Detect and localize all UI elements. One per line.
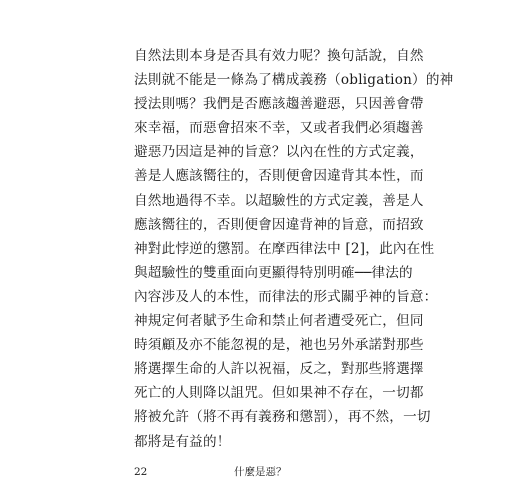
page-number: 22 (134, 466, 148, 478)
text-line: 法則就不能是一條為了構成義務（obligation）的神 (134, 72, 454, 89)
text-line: 與超驗性的雙重面向更顯得特別明確──律法的 (134, 264, 413, 281)
text-line: 神對此悖逆的懲罰。在摩西律法中 [2]，此內在性 (134, 240, 435, 257)
text-line: 自然法則本身是否具有效力呢？換句話說，自然 (134, 48, 424, 64)
text-line: 避惡乃因這是神的旨意？以內在性的方式定義， (134, 144, 424, 161)
text-line: 應該嚮往的，否則便會因違背神的旨意，而招致 (134, 216, 424, 233)
page-footer (134, 464, 386, 480)
text-line: 授法則嗎？我們是否應該趨善避惡，只因善會帶 (134, 96, 424, 113)
text-line: 時須顧及亦不能忽視的是，祂也另外承諾對那些 (134, 337, 424, 354)
text-line: 死亡的人則降以詛咒。但如果神不存在，一切都 (134, 385, 424, 402)
text-line: 內容涉及人的本性，而律法的形式關乎神的旨意： (134, 288, 438, 305)
text-line: 自然地過得不幸。以超驗性的方式定義，善是人 (134, 192, 424, 209)
text-line: 將被允許（將不再有義務和懲罰），再不然，一切 (134, 409, 431, 426)
text-line: 來幸福，而惡會招來不幸，又或者我們必須趨善 (134, 120, 424, 137)
text-line: 神規定何者賦予生命和禁止何者遭受死亡，但同 (134, 313, 424, 330)
text-line: 將選擇生命的人許以祝福，反之，對那些將選擇 (134, 361, 424, 378)
text-line: 都將是有益的！ (134, 433, 231, 450)
text-line: 善是人應該嚮往的，否則便會因違背其本性，而 (134, 168, 424, 185)
body-text (134, 44, 454, 454)
running-title: 什麼是惡？ (234, 466, 287, 478)
